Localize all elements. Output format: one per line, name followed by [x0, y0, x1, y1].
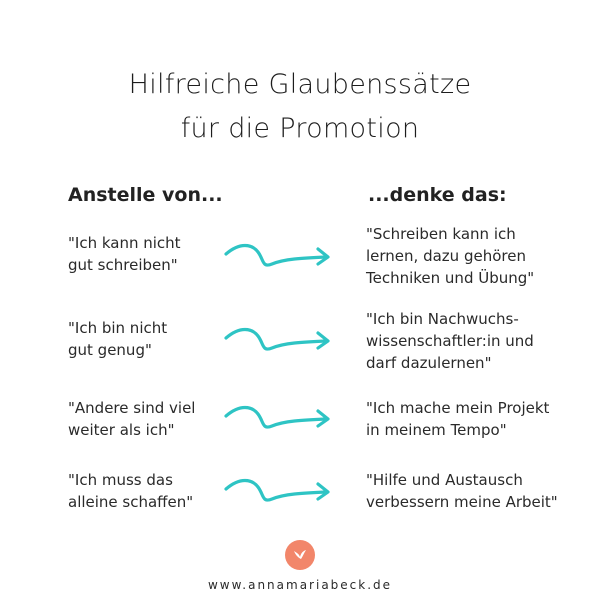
row-3-to [366, 397, 549, 441]
row-1-to-line-3: Techniken und Übung" [366, 269, 535, 287]
row-1-to-line-2: lernen, dazu gehören [366, 247, 526, 265]
row-1-from [68, 232, 181, 276]
row-4-from [68, 469, 193, 513]
right-column-heading: ...denke das: [368, 184, 507, 206]
bird-icon [291, 546, 309, 564]
row-1-from-line-2: gut schreiben" [68, 256, 178, 274]
arrow-4-icon [222, 467, 336, 507]
row-2-to [366, 308, 534, 374]
row-3-to-line-2: in meinem Tempo" [366, 421, 507, 439]
row-1-to-line-1: "Schreiben kann ich [366, 225, 516, 243]
row-4-to [366, 469, 558, 513]
arrow-2-icon [222, 316, 336, 356]
row-3-from-line-2: weiter als ich" [68, 421, 175, 439]
row-2-to-line-2: wissenschaftler:in und [366, 332, 534, 350]
row-3-from [68, 397, 195, 441]
website-link[interactable]: www.annamariabeck.de [207, 578, 393, 592]
row-4-from-line-1: "Ich muss das [68, 471, 173, 489]
row-4-from-line-2: alleine schaffen" [68, 493, 194, 511]
row-1-to [366, 223, 534, 289]
logo [285, 540, 315, 570]
row-2-to-line-3: darf dazulernen" [366, 354, 492, 372]
row-3-from-line-1: "Andere sind viel [68, 399, 196, 417]
arrow-1-icon [222, 232, 336, 272]
row-2-from [68, 317, 167, 361]
row-2-to-line-1: "Ich bin Nachwuchs- [366, 310, 519, 328]
row-4-to-line-2: verbessern meine Arbeit" [366, 493, 558, 511]
row-2-from-line-1: "Ich bin nicht [68, 319, 168, 337]
title-line-1: Hilfreiche Glaubenssätze [128, 69, 472, 100]
row-1-from-line-1: "Ich kann nicht [68, 234, 181, 252]
left-column-heading: Anstelle von... [68, 184, 223, 206]
row-2-from-line-2: gut genug" [68, 341, 152, 359]
arrow-3-icon [222, 394, 336, 434]
row-3-to-line-1: "Ich mache mein Projekt [366, 399, 550, 417]
title-line-2: für die Promotion [180, 113, 420, 144]
row-4-to-line-1: "Hilfe und Austausch [366, 471, 523, 489]
